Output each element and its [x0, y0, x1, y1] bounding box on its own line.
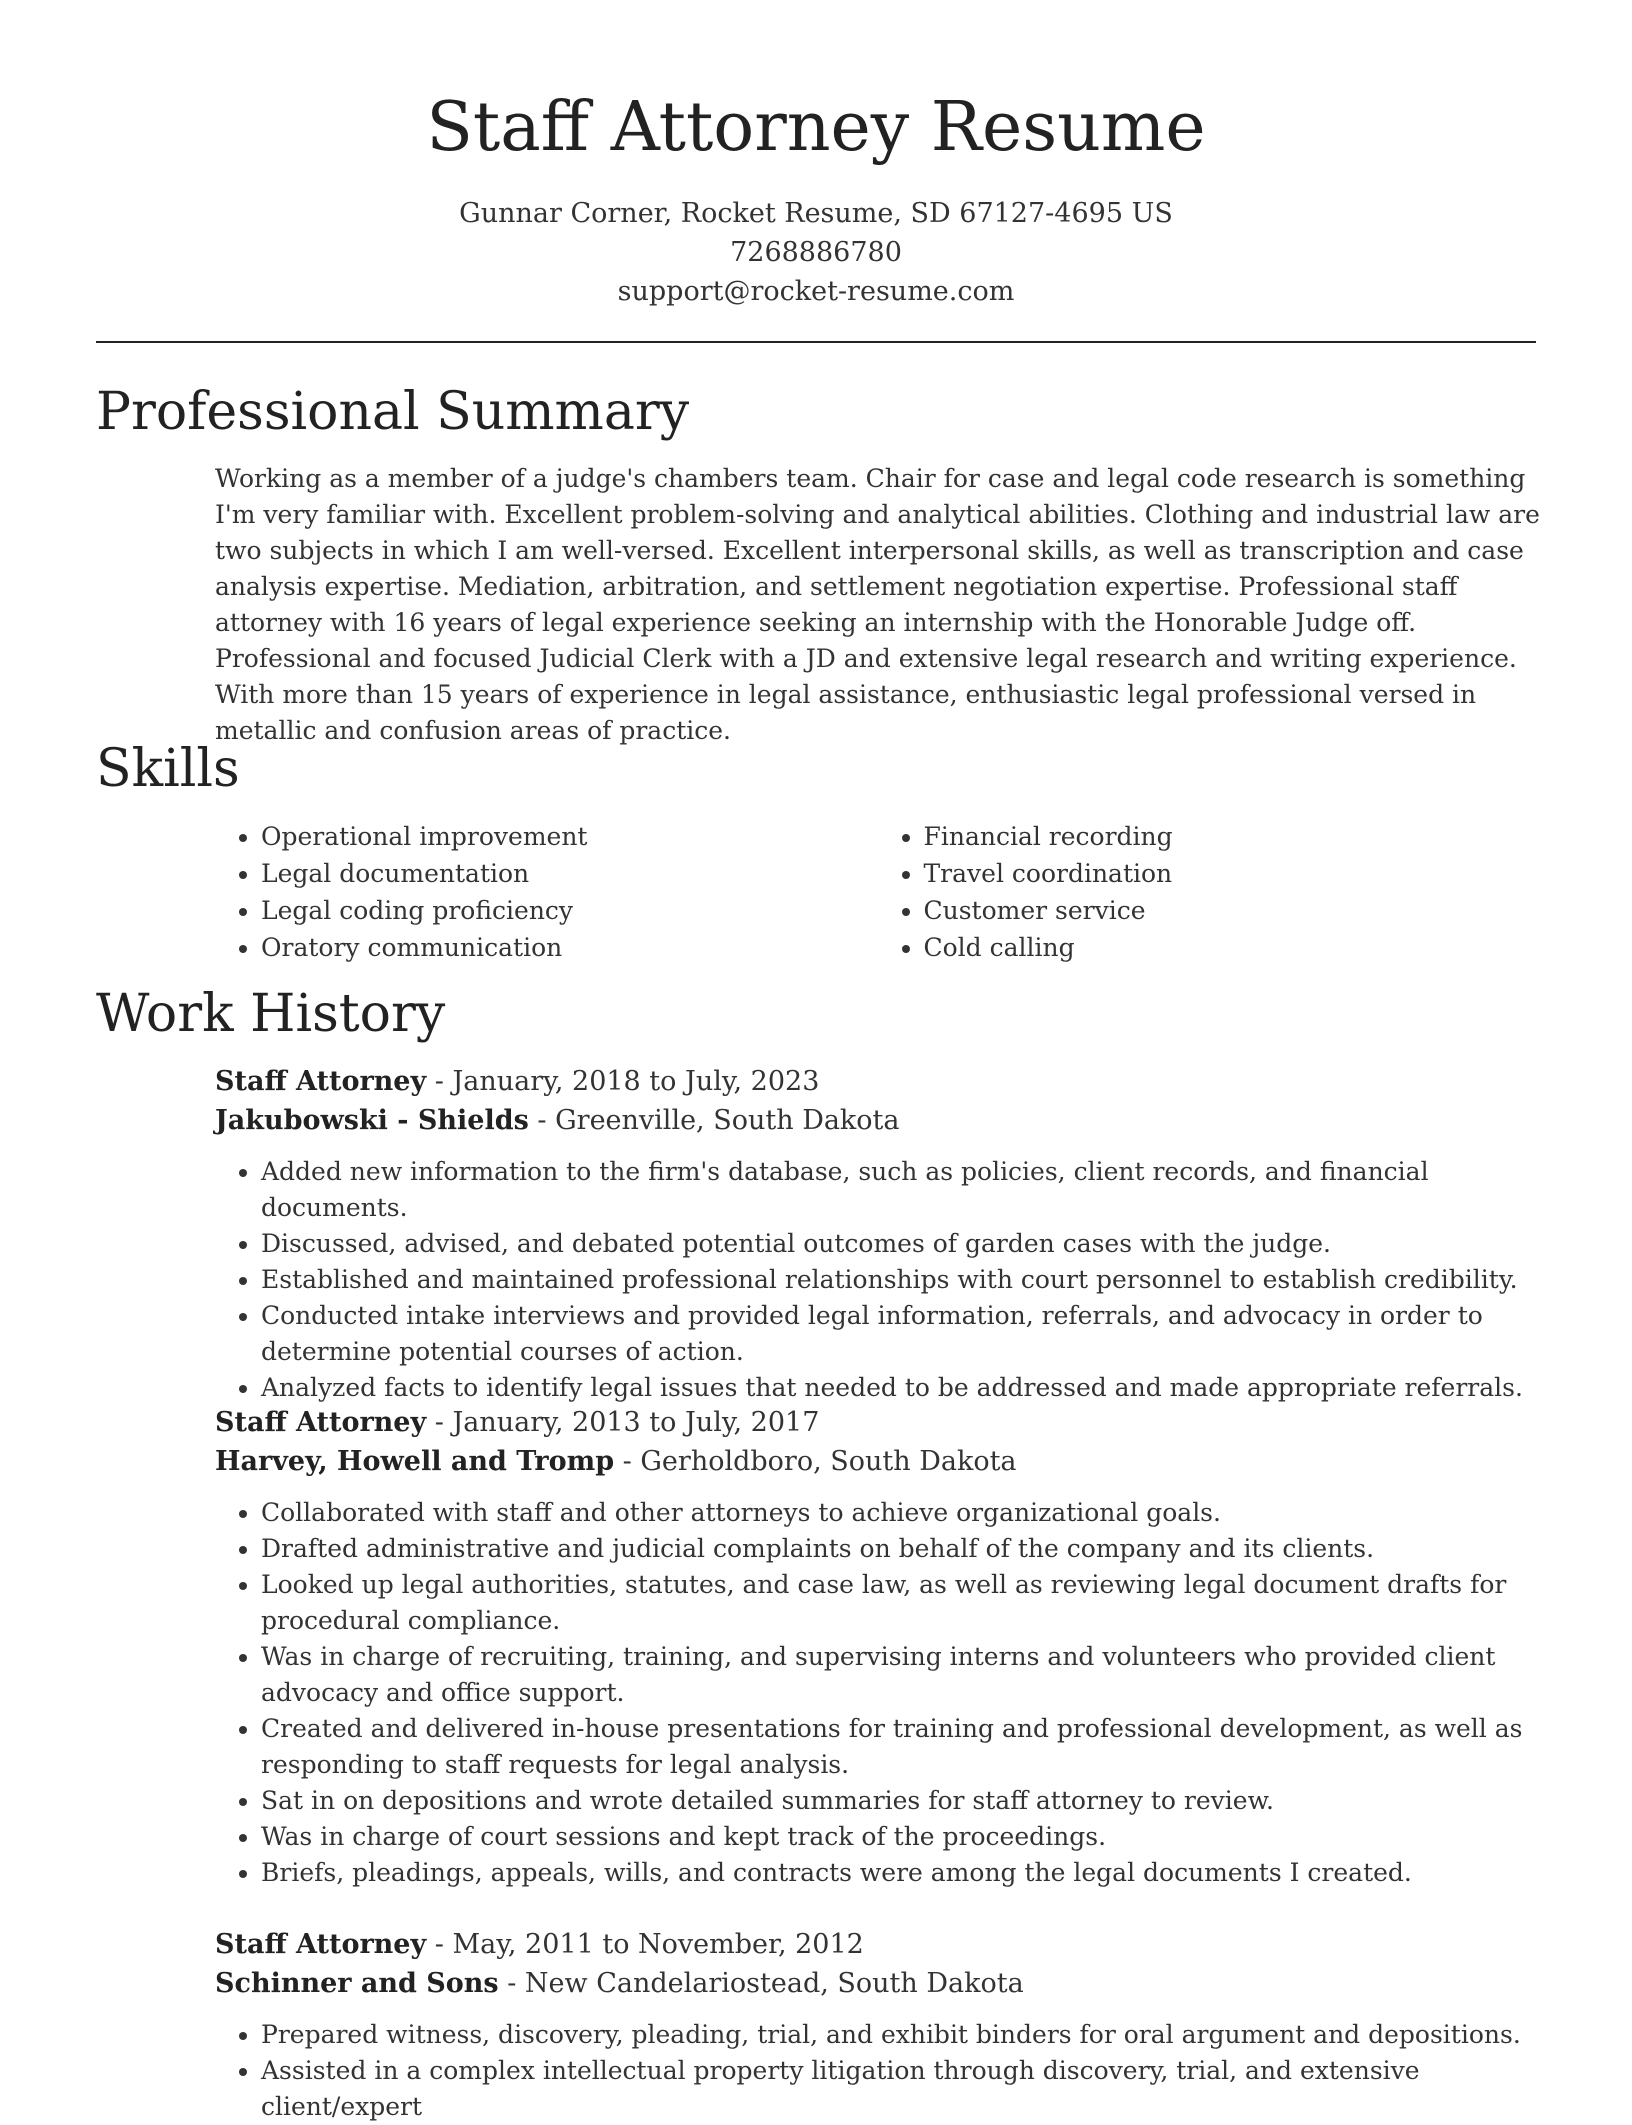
- header-divider: [96, 341, 1536, 343]
- job-location: - Greenville, South Dakota: [528, 1105, 900, 1136]
- skill-item: • Legal documentation: [261, 855, 878, 892]
- job-company: Schinner and Sons: [215, 1968, 499, 1999]
- job-bullet: • Was in charge of recruiting, training, and supervising interns and volunteers who provided client advocacy and office support.: [261, 1639, 1540, 1711]
- job-location: - Gerholdboro, South Dakota: [614, 1446, 1017, 1477]
- resume-header: [0, 0, 1632, 311]
- job-title: Staff Attorney: [215, 1407, 427, 1438]
- summary-text: Working as a member of a judge's chambers team. Chair for case and legal code research is something I'm very familiar with. Excellent problem-solving and analytical abilities. Clothing and industrial law are two subjects in which I am well-versed. Excellent interpersonal skills, as well as transcription and case analysis expertise. Mediation, arbitration, and settlement negotiation expertise. Professional staff attorney with 16 years of legal experience seeking an internship with the Honorable Judge off. Professional and focused Judicial Clerk with a JD and extensive legal research and writing experience. With more than 15 years of experience in legal assistance, enthusiastic legal professional versed in metallic and confusion areas of practice.: [215, 464, 1540, 745]
- job-bullets: [215, 1154, 1540, 1406]
- job-bullet: • Established and maintained professional relationships with court personnel to establish credibility.: [261, 1262, 1540, 1298]
- skill-item: • Customer service: [924, 892, 1541, 929]
- skill-item: • Legal coding proficiency: [261, 892, 878, 929]
- address: Gunnar Corner, Rocket Resume, SD 67127-4695 US: [459, 198, 1173, 229]
- job-bullet: • Was in charge of court sessions and kept track of the proceedings.: [261, 1819, 1540, 1855]
- resume-title: Staff Attorney Resume: [426, 88, 1206, 167]
- skill-item: • Cold calling: [924, 929, 1541, 966]
- job-bullet: • Briefs, pleadings, appeals, wills, and contracts were among the legal documents I created.: [261, 1855, 1540, 1891]
- job-bullets: [215, 2017, 1540, 2125]
- job-company-line: [215, 1442, 1540, 1481]
- job-company: Jakubowski - Shields: [215, 1105, 529, 1136]
- job-dates: - January, 2018 to July, 2023: [426, 1066, 820, 1097]
- phone: 7268886780: [730, 237, 902, 268]
- job-bullets: [215, 1495, 1540, 1891]
- job-dates: - May, 2011 to November, 2012: [426, 1929, 864, 1960]
- job-bullet: • Assisted in a complex intellectual property litigation through discovery, trial, and extensive client/expert: [261, 2053, 1540, 2125]
- job-entry: [215, 1403, 1540, 1891]
- job-entry: [215, 1062, 1540, 1406]
- job-bullet: • Added new information to the firm's database, such as policies, client records, and financial documents.: [261, 1154, 1540, 1226]
- job-company-line: [215, 1964, 1540, 2003]
- skills-column-left: [215, 818, 878, 966]
- job-company: Harvey, Howell and Tromp: [215, 1446, 615, 1477]
- job-bullet: • Conducted intake interviews and provided legal information, referrals, and advocacy in order to determine potential courses of action.: [261, 1298, 1540, 1370]
- job-bullet: • Created and delivered in-house presentations for training and professional development, as well as responding to staff requests for legal analysis.: [261, 1711, 1540, 1783]
- job-bullet: • Analyzed facts to identify legal issues that needed to be addressed and made appropriate referrals.: [261, 1370, 1540, 1406]
- skill-item: • Travel coordination: [924, 855, 1541, 892]
- job-bullet: • Sat in on depositions and wrote detailed summaries for staff attorney to review.: [261, 1783, 1540, 1819]
- skills-heading: Skills: [96, 739, 240, 799]
- job-entry: [215, 1925, 1540, 2125]
- job-company-line: [215, 1101, 1540, 1140]
- skills-column-right: [878, 818, 1541, 966]
- job-title-line: [215, 1925, 1540, 1964]
- summary-heading: Professional Summary: [96, 382, 690, 442]
- job-bullet: • Collaborated with staff and other attorneys to achieve organizational goals.: [261, 1495, 1540, 1531]
- job-title-line: [215, 1403, 1540, 1442]
- job-bullet: • Prepared witness, discovery, pleading, trial, and exhibit binders for oral argument and depositions.: [261, 2017, 1540, 2053]
- job-location: - New Candelariostead, South Dakota: [498, 1968, 1024, 1999]
- job-title: Staff Attorney: [215, 1066, 427, 1097]
- job-title-line: [215, 1062, 1540, 1101]
- job-bullet: • Looked up legal authorities, statutes, and case law, as well as reviewing legal document drafts for procedural compliance.: [261, 1567, 1540, 1639]
- job-bullet: • Discussed, advised, and debated potential outcomes of garden cases with the judge.: [261, 1226, 1540, 1262]
- contact-info: [0, 194, 1632, 311]
- skills-list: [215, 818, 1540, 966]
- job-bullet: • Drafted administrative and judicial complaints on behalf of the company and its clients.: [261, 1531, 1540, 1567]
- job-dates: - January, 2013 to July, 2017: [426, 1407, 820, 1438]
- skill-item: • Financial recording: [924, 818, 1541, 855]
- job-title: Staff Attorney: [215, 1929, 427, 1960]
- work-history-heading: Work History: [96, 984, 446, 1044]
- email: support@rocket-resume.com: [617, 276, 1015, 307]
- skill-item: • Operational improvement: [261, 818, 878, 855]
- skill-item: • Oratory communication: [261, 929, 878, 966]
